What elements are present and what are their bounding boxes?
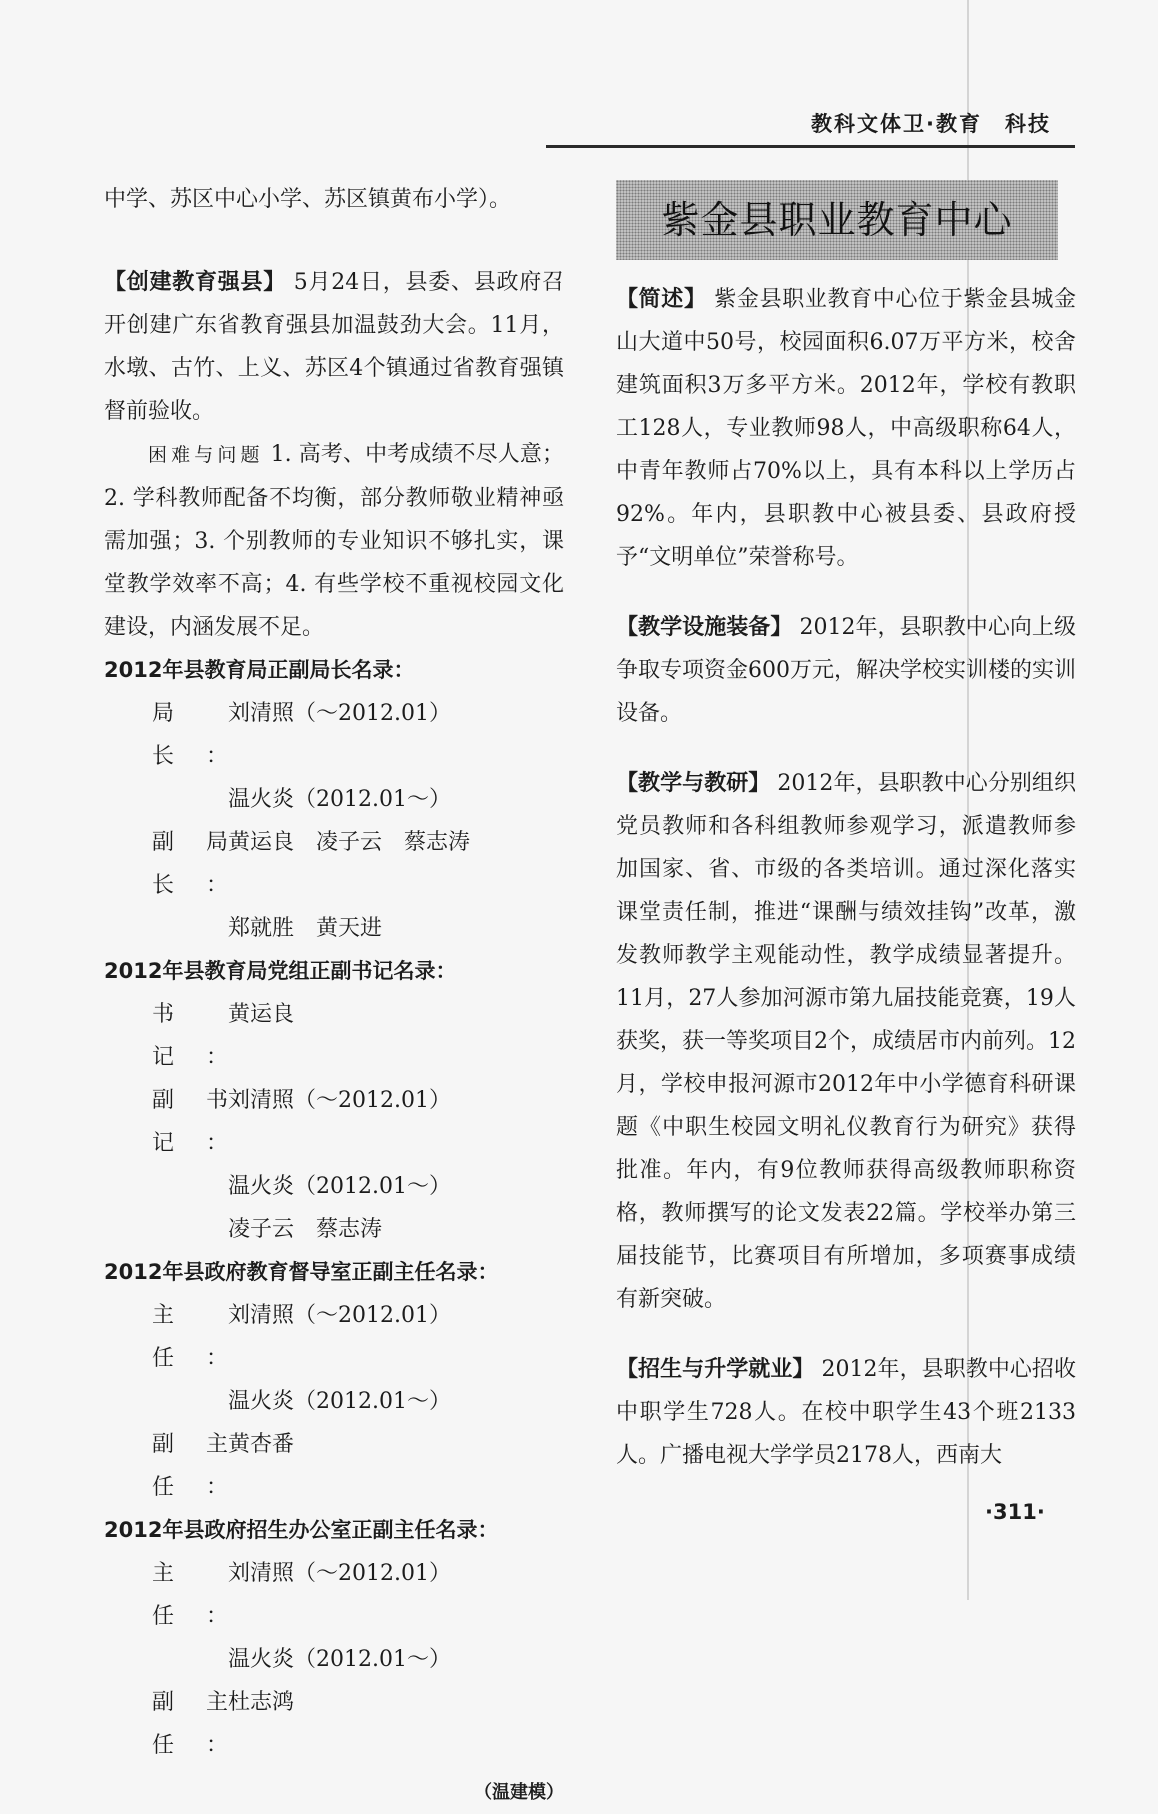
overview-label: 【简述】 <box>616 287 707 312</box>
facilities-paragraph <box>616 606 1076 735</box>
admissions-director-2: 温火炎（2012.01～） <box>228 1647 451 1672</box>
author-credit: （温建模） <box>474 1782 564 1803</box>
teaching-label: 【教学与教研】 <box>616 771 771 796</box>
party-deputy-3: 凌子云 蔡志涛 <box>228 1217 383 1242</box>
bureau-director-row <box>104 692 564 778</box>
opening-paragraph: 中学、苏区中心小学、苏区镇黄布小学）。 <box>104 187 512 212</box>
supervision-director-role: 主 任： <box>152 1303 228 1371</box>
supervision-director-row <box>104 1294 564 1380</box>
party-deputy-2: 温火炎（2012.01～） <box>228 1174 451 1199</box>
admissions-director-1: 刘清照（～2012.01） <box>228 1561 451 1586</box>
enrollment-text: 2012年，县职教中心招收中职学生728人。在校中职学生43个班2133人。广播电视大学学员2178人，西南大 <box>616 1357 1076 1468</box>
bureau-deputy-2: 郑就胜 黄天进 <box>228 916 383 941</box>
bureau-leaders-title: 2012年县教育局正副局长名录： <box>104 658 415 682</box>
admissions-deputy: 杜志鸿 <box>228 1690 295 1715</box>
admissions-director-row <box>104 1552 564 1638</box>
page-number: ·311· <box>985 1500 1045 1524</box>
admissions-deputy-row <box>104 1681 564 1767</box>
teaching-text: 2012年，县职教中心分别组织党员教师和各科组教师参观学习，派遣教师参加国家、省、市级的各类培训。通过深化落实课堂责任制，推进“课酬与绩效挂钩”改革，激发教师教学主观能动性，教学成绩显著提升。11月，27人参加河源市第九届技能竞赛，19人获奖，获一等奖项目2个，成绩居市内前列。12月，学校申报河源市2012年中小学德育科研课题《中职生校园文明礼仪教育行为研究》获得批准。年内，有9位教师获得高级教师职称资格，教师撰写的论文发表22篇。学校举办第三届技能节，比赛项目有所增加，多项赛事成绩有新突破。 <box>616 771 1076 1312</box>
party-secretary-row <box>104 993 564 1079</box>
supervision-deputy-role: 副主任： <box>152 1432 228 1500</box>
supervision-director-2: 温火炎（2012.01～） <box>228 1389 451 1414</box>
header-rule <box>546 145 1075 148</box>
strong-county-label: 【创建教育强县】 <box>104 270 286 295</box>
party-deputy-1: 刘清照（～2012.01） <box>228 1088 451 1113</box>
teaching-paragraph <box>616 762 1076 1321</box>
bureau-deputy-1: 黄运良 凌子云 蔡志涛 <box>228 830 471 855</box>
party-secretaries-title: 2012年县教育局党组正副书记名录： <box>104 959 457 983</box>
enrollment-paragraph <box>616 1348 1076 1477</box>
overview-text: 紫金县职业教育中心位于紫金县城金山大道中50号，校园面积6.07万平方米，校舍建筑面积3万多平方米。2012年，学校有教职工128人，专业教师98人，中高级职称64人，中青年教师占70%以上，具有本科以上学历占92%。年内，县职教中心被县委、县政府授予“文明单位”荣誉称号。 <box>616 287 1076 570</box>
running-header: 教科文体卫·教育 科技 <box>811 112 1051 136</box>
strong-county-text: 5月24日，县委、县政府召开创建广东省教育强县加温鼓劲大会。11月，水墩、古竹、上义、苏区4个镇通过省教育强镇督前验收。 <box>104 270 564 424</box>
bureau-director-1: 刘清照（～2012.01） <box>228 701 451 726</box>
party-secretary-role: 书 记： <box>152 1002 228 1070</box>
problems-paragraph <box>104 433 564 649</box>
supervision-director-1: 刘清照（～2012.01） <box>228 1303 451 1328</box>
problems-label: 困难与问题 <box>148 444 264 466</box>
strong-county-paragraph <box>104 261 564 433</box>
problems-text: 1. 高考、中考成绩不尽人意；2. 学科教师配备不均衡，部分教师敬业精神亟需加强；3. 个别教师的专业知识不够扎实，课堂教学效率不高；4. 有些学校不重视校园文化建设，内涵发展不足。 <box>104 442 564 640</box>
supervision-deputy: 黄杏番 <box>228 1432 295 1457</box>
party-deputy-row <box>104 1079 564 1165</box>
section-title: 紫金县职业教育中心 <box>661 197 1013 242</box>
supervision-deputy-row <box>104 1423 564 1509</box>
bureau-deputy-row <box>104 821 564 907</box>
admissions-office-title: 2012年县政府招生办公室正副主任名录： <box>104 1518 499 1542</box>
enrollment-label: 【招生与升学就业】 <box>616 1357 815 1382</box>
admissions-director-role: 主 任： <box>152 1561 228 1629</box>
right-column <box>616 180 1076 1477</box>
supervision-office-title: 2012年县政府教育督导室正副主任名录： <box>104 1260 499 1284</box>
bureau-director-2: 温火炎（2012.01～） <box>228 787 451 812</box>
overview-paragraph <box>616 278 1076 579</box>
facilities-label: 【教学设施装备】 <box>616 615 793 640</box>
left-column <box>104 178 564 1814</box>
party-deputy-role: 副书记： <box>152 1088 228 1156</box>
section-title-banner <box>616 180 1058 260</box>
facilities-text: 2012年，县职教中心向上级争取专项资金600万元，解决学校实训楼的实训设备。 <box>616 615 1076 726</box>
admissions-deputy-role: 副主任： <box>152 1690 228 1758</box>
bureau-deputy-role: 副局长： <box>152 830 228 898</box>
bureau-director-role: 局 长： <box>152 701 228 769</box>
party-secretary-name: 黄运良 <box>228 1002 295 1027</box>
